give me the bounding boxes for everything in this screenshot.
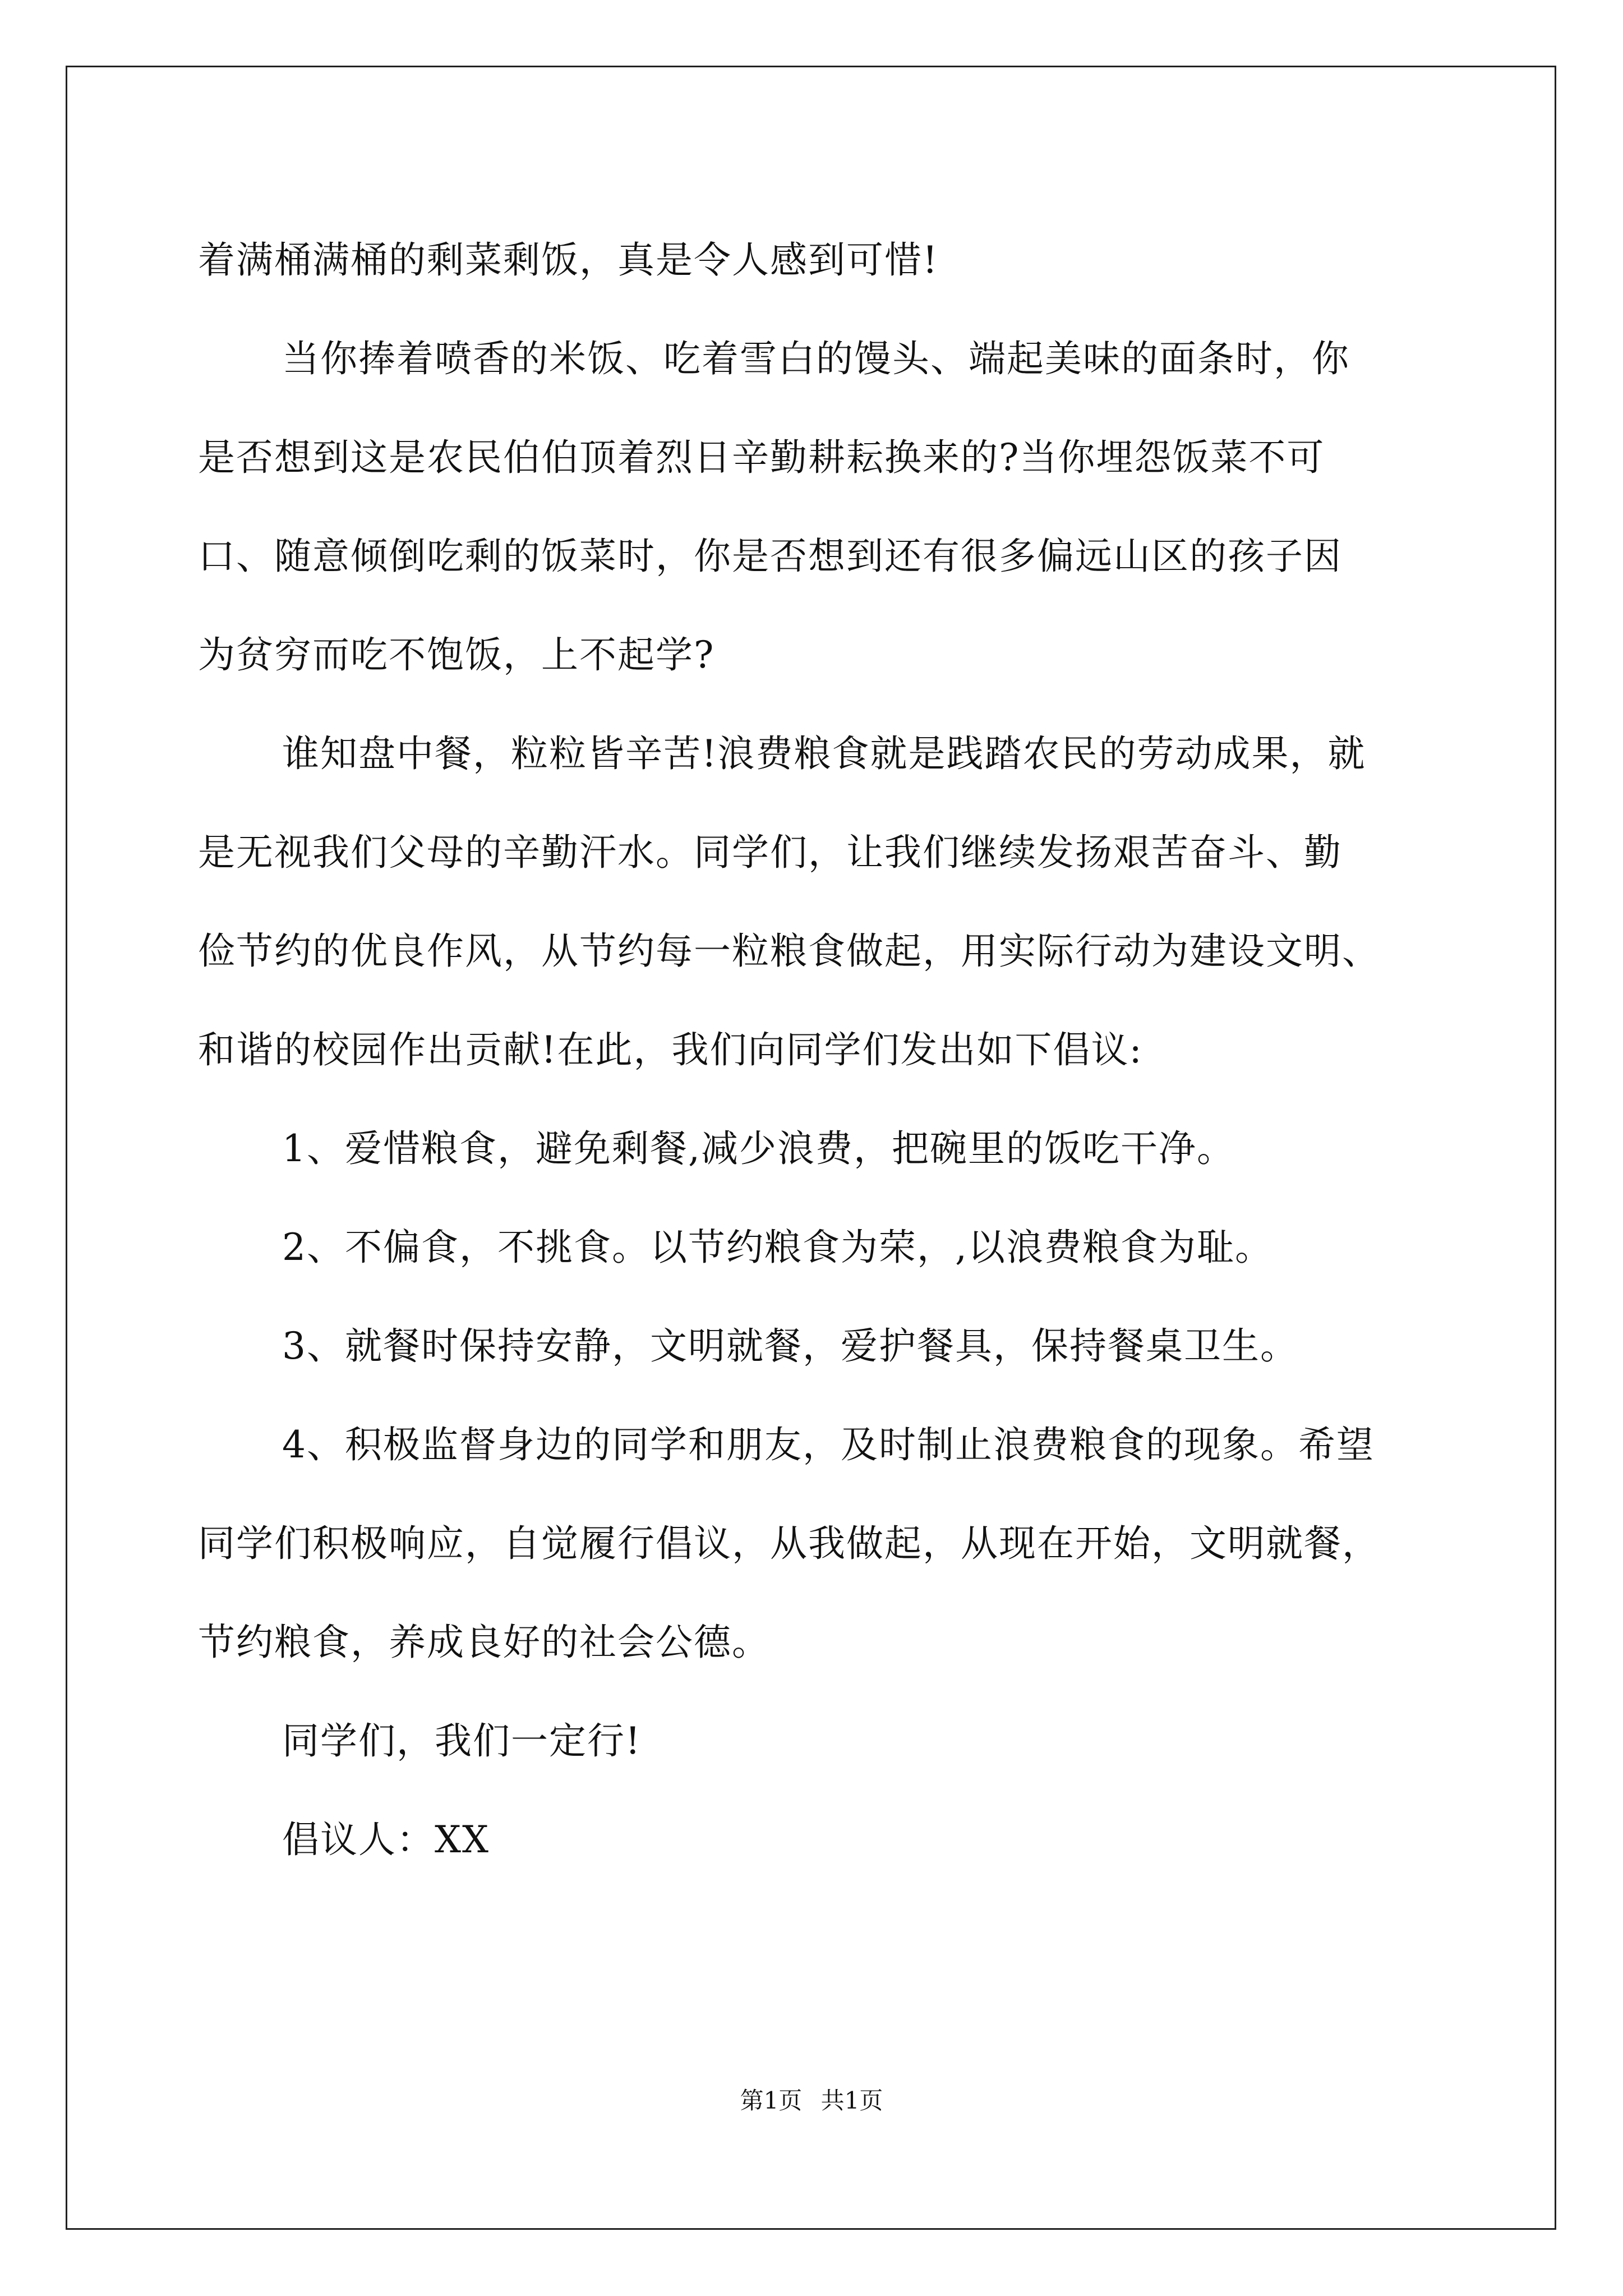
signature-line: 倡议人：XX [282,1818,490,1861]
text-line-6: 谁知盘中餐，粒粒皆辛苦!浪费粮食就是践踏农民的劳动成果，就 [282,732,1366,775]
text-line-9: 和谐的校园作出贡献!在此，我们向同学们发出如下倡议: [198,1028,1143,1071]
proposal-item-1: 1、爱惜粮食，避免剩餐,减少浪费，把碗里的饭吃干净。 [282,1127,1235,1170]
text-line-7: 是无视我们父母的辛勤汗水。同学们，让我们继续发扬艰苦奋斗、勤 [198,831,1342,874]
closing-line: 同学们，我们一定行! [282,1719,642,1763]
text-line-2: 当你捧着喷香的米饭、吃着雪白的馒头、端起美味的面条时，你 [282,337,1350,380]
document-body [198,211,1432,1889]
page-total: 共1页 [820,2087,883,2114]
text-line-3: 是否想到这是农民伯伯顶着烈日辛勤耕耘换来的?当你埋怨饭菜不可 [198,436,1325,479]
text-line-4: 口、随意倾倒吃剩的饭菜时，你是否想到还有很多偏远山区的孩子因 [198,535,1342,578]
page-footer [0,2084,1623,2118]
text-line-14: 同学们积极响应，自觉履行倡议，从我做起，从现在开始，文明就餐， [198,1522,1380,1565]
proposal-item-3: 3、就餐时保持安静，文明就餐，爱护餐具，保持餐桌卫生。 [282,1324,1298,1368]
text-line-1: 着满桶满桶的剩菜剩饭，真是令人感到可惜! [198,238,939,282]
proposal-item-2: 2、不偏食，不挑食。以节约粮食为荣，,以浪费粮食为耻。 [282,1226,1273,1269]
proposal-item-4: 4、积极监督身边的同学和朋友，及时制止浪费粮食的现象。希望 [282,1423,1375,1466]
page-number: 第1页 [740,2087,803,2114]
text-line-8: 俭节约的优良作风，从节约每一粒粮食做起，用实际行动为建设文明、 [198,930,1380,973]
text-line-5: 为贫穷而吃不饱饭，上不起学? [198,633,715,677]
text-line-15: 节约粮食，养成良好的社会公德。 [198,1621,770,1664]
